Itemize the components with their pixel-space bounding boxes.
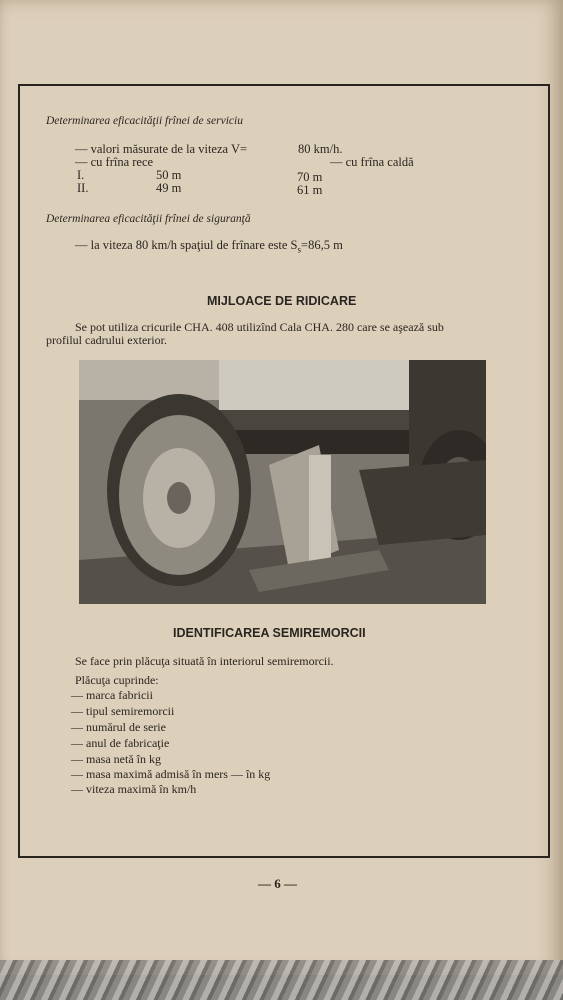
hot-brake-header: — cu frîna caldă: [330, 155, 414, 169]
braking-distance-line: [75, 238, 343, 255]
row-label-1: I.: [77, 168, 85, 182]
braking-distance-value: =86,5 m: [301, 238, 343, 252]
braking-distance-subscript: s: [297, 244, 302, 255]
identification-paragraph: Se face prin plăcuţa situată în interiorul semiremorcii.: [75, 654, 334, 668]
speed-value: 80 km/h.: [298, 142, 343, 156]
background-fabric: [0, 960, 563, 1000]
list-item: — viteza maximă în km/h: [71, 782, 197, 796]
measured-values-line: — valori măsurate de la viteza V=: [75, 142, 248, 156]
lifting-paragraph-line1: Se pot utiliza cricurile CHA. 408 utilizînd Cala CHA. 280 care se aşează sub: [75, 320, 444, 334]
list-item: — anul de fabricaţie: [71, 736, 170, 750]
cold-brake-header: — cu frîna rece: [75, 155, 154, 169]
list-item: — masa maximă admisă în mers — în kg: [71, 767, 271, 781]
plate-contents-intro: Plăcuţa cuprinde:: [75, 673, 159, 687]
row1-cold-value: 50 m: [156, 168, 182, 182]
row1-hot-value: 70 m: [297, 170, 323, 184]
list-item: — numărul de serie: [71, 720, 166, 734]
list-item: — marca fabricii: [71, 688, 153, 702]
row-label-2: II.: [77, 181, 89, 195]
row2-hot-value: 61 m: [297, 183, 323, 197]
heading-lifting-means: MIJLOACE DE RIDICARE: [207, 294, 357, 308]
section-title-safety-brake: Determinarea eficacităţii frînei de siguranţă: [46, 213, 251, 225]
row2-cold-value: 49 m: [156, 181, 182, 195]
section-title-service-brake: Determinarea eficacităţii frînei de serviciu: [46, 115, 243, 127]
braking-distance-text: — la viteza 80 km/h spaţiul de frînare este S: [75, 238, 298, 252]
page-number: — 6 —: [258, 876, 297, 891]
jack-photo: [79, 360, 486, 604]
heading-identification: IDENTIFICAREA SEMIREMORCII: [173, 626, 366, 640]
list-item: — masa netă în kg: [71, 752, 161, 766]
list-item: — tipul semiremorcii: [71, 704, 175, 718]
lifting-paragraph-line2: profilul cadrului exterior.: [46, 333, 167, 347]
